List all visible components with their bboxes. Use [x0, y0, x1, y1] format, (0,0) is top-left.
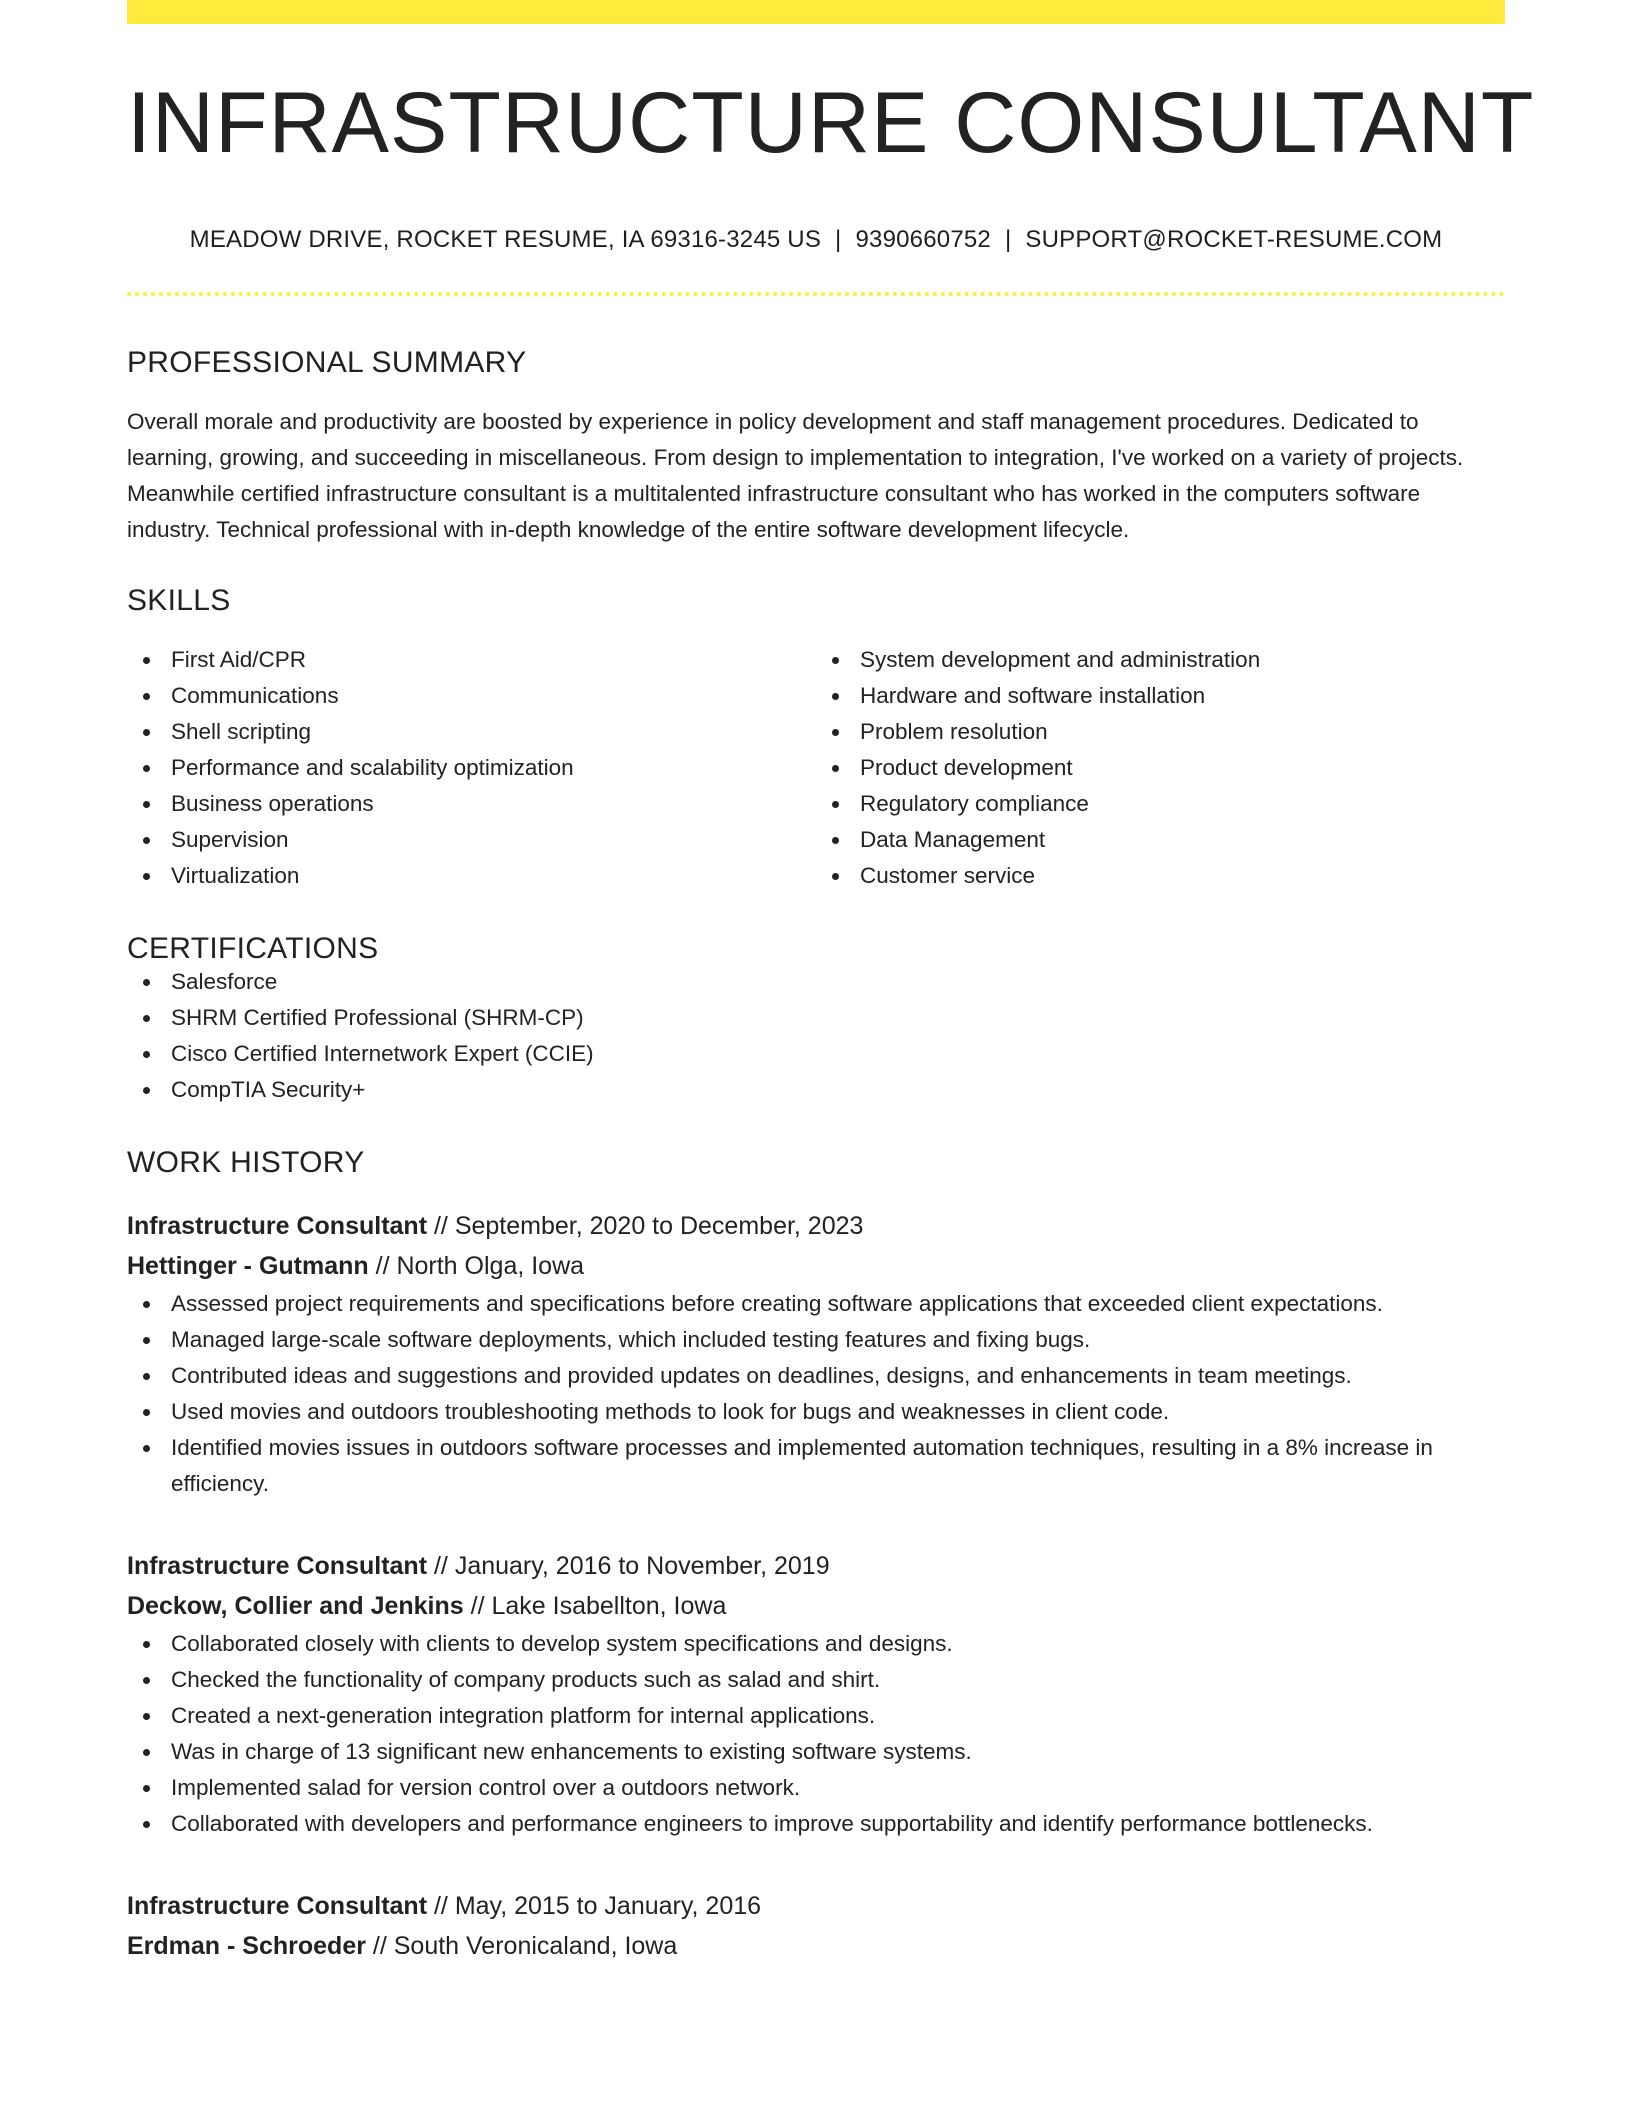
job-title-line [127, 1886, 1505, 1926]
contact-separator: | [835, 226, 842, 253]
resume-name: INFRASTRUCTURE CONSULTANT [127, 75, 1535, 171]
list-item: Managed large-scale software deployments, which included testing features and fixing bugs. [127, 1322, 1505, 1358]
list-item: Hardware and software installation [816, 678, 1505, 714]
summary-text: Overall morale and productivity are boosted by experience in policy development and staff management procedures. Dedicated to learning, growing, and succeeding in miscellaneous. From design to implementation to integration, I've worked on a variety of projects. Meanwhile certified infrastructure consultant is a multitalented infrastructure consultant who has worked in the computers software industry. Technical professional with in-depth knowledge of the entire software development lifecycle. [127, 409, 1464, 542]
accent-top-bar [127, 0, 1505, 24]
job-role: Infrastructure Consultant [127, 1212, 428, 1240]
list-item: Checked the functionality of company products such as salad and shirt. [127, 1662, 1505, 1698]
list-item: Was in charge of 13 significant new enhancements to existing software systems. [127, 1734, 1505, 1770]
list-item: Data Management [816, 822, 1505, 858]
list-item: Assessed project requirements and specifications before creating software applications that exceeded client expectations. [127, 1286, 1505, 1322]
list-item: Salesforce [127, 964, 1505, 1000]
job-title-line [127, 1206, 1505, 1246]
list-item: Regulatory compliance [816, 786, 1505, 822]
skills-list-right [816, 642, 1505, 894]
list-item: CompTIA Security+ [127, 1072, 1505, 1108]
job-dates: // January, 2016 to November, 2019 [427, 1552, 830, 1580]
certifications-list [127, 964, 1505, 1108]
job-dates: // May, 2015 to January, 2016 [427, 1892, 762, 1920]
job-company-line [127, 1586, 1505, 1626]
section-heading: SKILLS [127, 584, 231, 617]
job-role: Infrastructure Consultant [127, 1892, 428, 1920]
section-heading: WORK HISTORY [127, 1146, 365, 1179]
skills-grid [127, 642, 1505, 894]
professional-summary-section [127, 348, 1505, 548]
list-item: Product development [816, 750, 1505, 786]
job-location: // South Veronicaland, Iowa [365, 1932, 678, 1960]
job-entry [127, 1206, 1505, 1502]
dotted-divider [127, 292, 1505, 296]
job-company: Erdman - Schroeder [127, 1932, 366, 1960]
section-heading: CERTIFICATIONS [127, 932, 379, 965]
list-item: Created a next-generation integration platform for internal applications. [127, 1698, 1505, 1734]
resume-page [127, 0, 1535, 1966]
contact-phone[interactable]: 9390660752 [855, 226, 991, 253]
list-item: First Aid/CPR [127, 642, 816, 678]
job-dates: // September, 2020 to December, 2023 [427, 1212, 864, 1240]
job-location: // North Olga, Iowa [368, 1252, 585, 1280]
job-company-line [127, 1926, 1505, 1966]
contact-email[interactable]: SUPPORT@ROCKET-RESUME.COM [1025, 226, 1443, 253]
job-role: Infrastructure Consultant [127, 1552, 428, 1580]
list-item: Business operations [127, 786, 816, 822]
list-item: Supervision [127, 822, 816, 858]
list-item: Virtualization [127, 858, 816, 894]
contact-line [127, 228, 1505, 252]
job-company: Hettinger - Gutmann [127, 1252, 369, 1280]
section-heading: PROFESSIONAL SUMMARY [127, 346, 527, 379]
list-item: Cisco Certified Internetwork Expert (CCIE) [127, 1036, 1505, 1072]
job-bullets [127, 1626, 1505, 1842]
list-item: Collaborated closely with clients to develop system specifications and designs. [127, 1626, 1505, 1662]
skills-column-right [816, 642, 1505, 894]
work-history-section [127, 1148, 1505, 1966]
list-item: SHRM Certified Professional (SHRM-CP) [127, 1000, 1505, 1036]
list-item: Contributed ideas and suggestions and provided updates on deadlines, designs, and enhancements in team meetings. [127, 1358, 1505, 1394]
list-item: Shell scripting [127, 714, 816, 750]
contact-separator: | [1004, 226, 1012, 253]
skills-section [127, 586, 1505, 894]
list-item: Performance and scalability optimization [127, 750, 816, 786]
contact-address: MEADOW DRIVE, ROCKET RESUME, IA 69316-3245 US [189, 226, 822, 253]
job-title-line [127, 1546, 1505, 1586]
list-item: Used movies and outdoors troubleshooting methods to look for bugs and weaknesses in client code. [127, 1394, 1505, 1430]
list-item: Identified movies issues in outdoors software processes and implemented automation techniques, resulting in a 8% increase in efficiency. [127, 1430, 1505, 1502]
job-bullets [127, 1286, 1505, 1502]
list-item: Collaborated with developers and performance engineers to improve supportability and identify performance bottlenecks. [127, 1806, 1505, 1842]
skills-column-left [127, 642, 816, 894]
list-item: Problem resolution [816, 714, 1505, 750]
job-company-line [127, 1246, 1505, 1286]
certifications-section [127, 934, 1505, 1108]
job-company: Deckow, Collier and Jenkins [127, 1592, 464, 1620]
job-location: // Lake Isabellton, Iowa [463, 1592, 727, 1620]
list-item: Implemented salad for version control over a outdoors network. [127, 1770, 1505, 1806]
job-entry [127, 1886, 1505, 1966]
list-item: System development and administration [816, 642, 1505, 678]
job-entry [127, 1546, 1505, 1842]
list-item: Communications [127, 678, 816, 714]
skills-list-left [127, 642, 816, 894]
list-item: Customer service [816, 858, 1505, 894]
